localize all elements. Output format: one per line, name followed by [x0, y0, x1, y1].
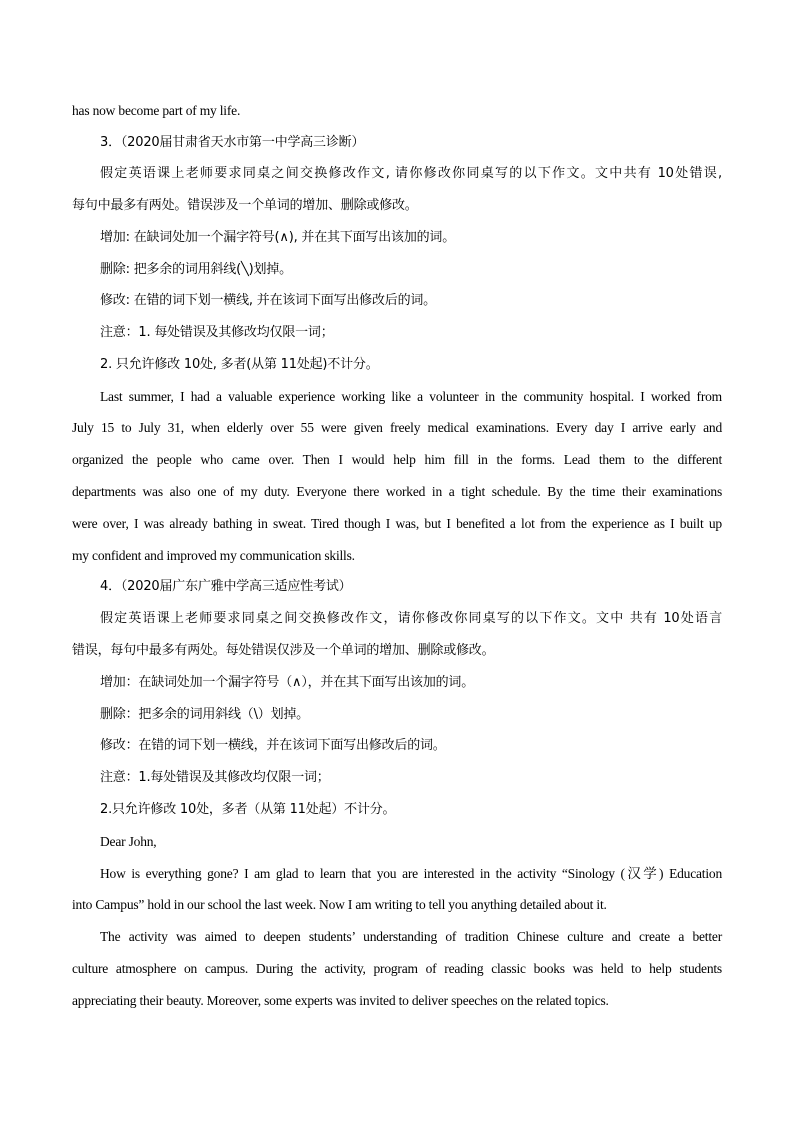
passage-line: were over, I was already bathing in sweat. Tired though I was, but I benefited a lot from the experience as I built up — [72, 516, 722, 531]
text-line: 注意：1. 每处错误及其修改均仅限一词； — [100, 325, 334, 340]
passage-line: July 15 to July 31, when elderly over 55 were given freely medical examinations. Every day I arrive early and — [72, 420, 722, 435]
question-heading: 4．（2020届广东广雅中学高三适应性考试） — [100, 579, 352, 594]
letter-line: into Campus” hold in our school the last week. Now I am writing to tell you anything detailed about it. — [72, 897, 607, 912]
question-heading: 3．（2020届甘肃省天水市第一中学高三诊断） — [100, 135, 365, 150]
text-line: 每句中最多有两处。错误涉及一个单词的增加、删除或修改。 — [72, 198, 418, 213]
text-line: 注意：1.每处错误及其修改均仅限一词； — [100, 770, 330, 785]
letter-line: How is everything gone? I am glad to learn that you are interested in the activity “Sinology (汉学) Education — [100, 866, 722, 881]
text-line: 修改：在错的词下划一横线，并在该词下面写出修改后的词。 — [100, 738, 446, 753]
text-line: has now become part of my life. — [72, 103, 241, 118]
text-line: 增加: 在缺词处加一个漏字符号(∧), 并在其下面写出该加的词。 — [100, 230, 456, 245]
text-line: 增加：在缺词处加一个漏字符号（∧），并在其下面写出该加的词。 — [100, 675, 475, 690]
passage-line: Last summer, I had a valuable experience working like a volunteer in the community hospital. I worked from — [100, 389, 722, 404]
letter-line: culture atmosphere on campus. During the activity, program of reading classic books was held to help students — [72, 961, 722, 976]
passage-line: my confident and improved my communication skills. — [72, 548, 355, 563]
letter-line: appreciating their beauty. Moreover, some experts was invited to deliver speeches on the related topics. — [72, 993, 609, 1008]
text-line: 修改: 在错的词下划一横线, 并在该词下面写出修改后的词。 — [100, 293, 436, 308]
passage-line: organized the people who came over. Then I would help him fill in the forms. Lead them to the different — [72, 452, 722, 467]
text-line: 2. 只允许修改 10处, 多者(从第 11处起)不计分。 — [100, 357, 379, 372]
text-line: 2.只允许修改 10处，多者（从第 11处起）不计分。 — [100, 802, 396, 817]
text-line: 删除: 把多余的词用斜线(╲)划掉。 — [100, 262, 292, 277]
text-line: 假定英语课上老师要求同桌之间交换修改作文，请你修改你同桌写的以下作文。文中 共有 10处语言 — [100, 611, 722, 626]
letter-line: The activity was aimed to deepen students’ understanding of tradition Chinese culture and create a better — [100, 929, 722, 944]
text-line: 假定英语课上老师要求同桌之间交换修改作文, 请你修改你同桌写的以下作文。文中共有 10处错误, — [100, 166, 722, 181]
passage-line: departments was also one of my duty. Everyone there worked in a tight schedule. By the time their examinations — [72, 484, 722, 499]
letter-greeting: Dear John, — [100, 834, 157, 849]
text-line: 错误，每句中最多有两处。每处错误仅涉及一个单词的增加、删除或修改。 — [72, 643, 495, 658]
text-line: 删除：把多余的词用斜线（\）划掉。 — [100, 707, 309, 722]
